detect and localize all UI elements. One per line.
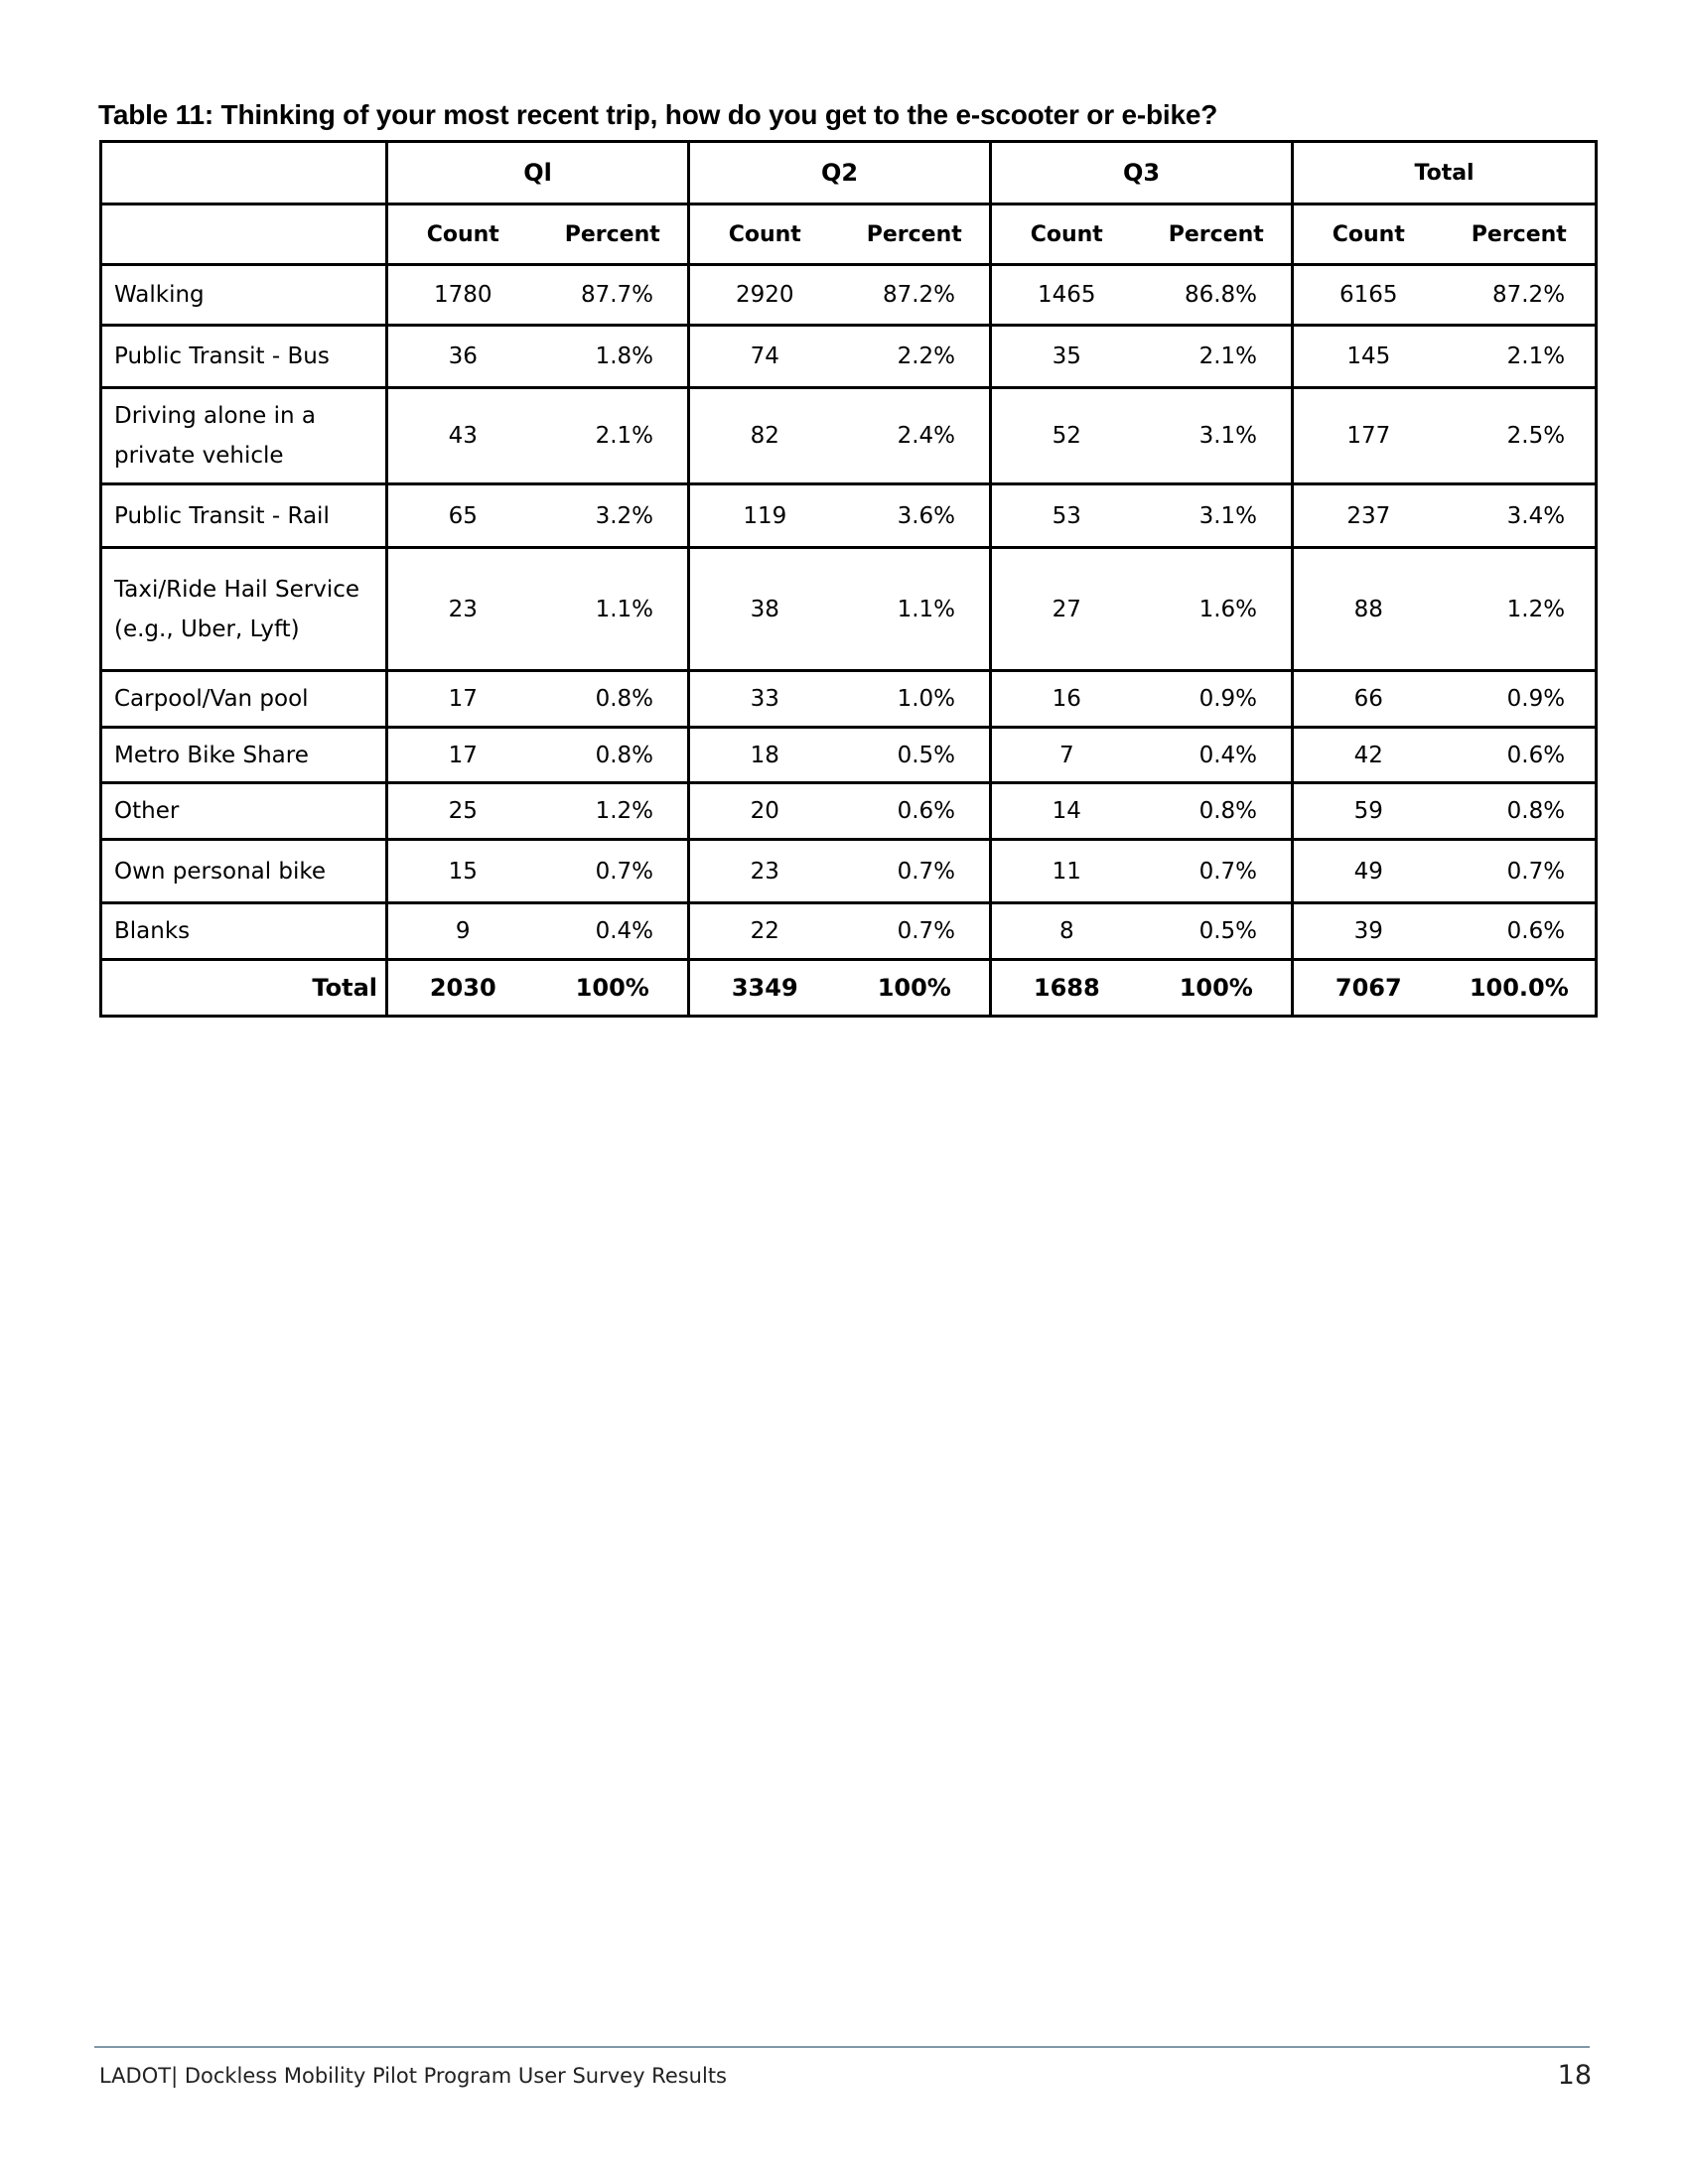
q1-count-cell: 17 [387, 671, 538, 728]
total-count-cell: 42 [1293, 728, 1444, 783]
q3-count-cell: 1465 [991, 265, 1142, 326]
q3-count-cell: 16 [991, 671, 1142, 728]
sub-header-total-percent: Percent [1444, 205, 1597, 265]
total-percent-cell: 0.7% [1444, 840, 1597, 903]
table-row [101, 548, 1597, 671]
q2-percent-cell: 0.7% [840, 903, 991, 960]
q2-count-cell: 2920 [689, 265, 840, 326]
q3-count-cell: 14 [991, 783, 1142, 840]
q1-percent-cell: 0.8% [538, 671, 689, 728]
q1-percent-cell: 1.1% [538, 548, 689, 671]
q2-percent-cell: 0.5% [840, 728, 991, 783]
q3-count-cell: 53 [991, 484, 1142, 548]
total-percent-cell: 2.1% [1444, 326, 1597, 388]
total-count-cell: 237 [1293, 484, 1444, 548]
sub-header-q3-count: Count [991, 205, 1142, 265]
q1-percent-cell: 1.8% [538, 326, 689, 388]
q3-percent-cell: 0.9% [1142, 671, 1293, 728]
total-row-label: Total [101, 960, 387, 1017]
corner-cell [101, 142, 387, 205]
q2-count-cell: 38 [689, 548, 840, 671]
footer-text: LADOT| Dockless Mobility Pilot Program User Survey Results [99, 2064, 727, 2088]
q1-percent-cell: 1.2% [538, 783, 689, 840]
table-title-prefix: Table 11: [98, 99, 213, 130]
q3-count-cell: 7 [991, 728, 1142, 783]
total-q3-percent: 100% [1142, 960, 1293, 1017]
q3-percent-cell: 0.4% [1142, 728, 1293, 783]
total-percent-cell: 87.2% [1444, 265, 1597, 326]
total-count-cell: 88 [1293, 548, 1444, 671]
table-row [101, 388, 1597, 484]
total-count-cell: 145 [1293, 326, 1444, 388]
group-header-q3: Q3 [991, 142, 1293, 205]
q2-count-cell: 18 [689, 728, 840, 783]
q1-percent-cell: 87.7% [538, 265, 689, 326]
table-row [101, 728, 1597, 783]
total-percent-cell: 1.2% [1444, 548, 1597, 671]
table-row [101, 671, 1597, 728]
total-q3-count: 1688 [991, 960, 1142, 1017]
sub-header-q1-count: Count [387, 205, 538, 265]
q3-count-cell: 8 [991, 903, 1142, 960]
page-number: 18 [1557, 2060, 1592, 2091]
q3-percent-cell: 0.8% [1142, 783, 1293, 840]
total-percent-cell: 0.9% [1444, 671, 1597, 728]
q2-percent-cell: 1.0% [840, 671, 991, 728]
footer-divider [94, 2046, 1590, 2048]
table-title [98, 99, 1217, 131]
q1-count-cell: 23 [387, 548, 538, 671]
survey-results-table [99, 140, 1598, 1018]
total-q1-count: 2030 [387, 960, 538, 1017]
row-label: Driving alone in a private vehicle [101, 388, 387, 484]
row-label: Metro Bike Share [101, 728, 387, 783]
total-q2-percent: 100% [840, 960, 991, 1017]
q2-percent-cell: 3.6% [840, 484, 991, 548]
sub-header-q2-percent: Percent [840, 205, 991, 265]
table-title-text: Thinking of your most recent trip, how do you get to the e-scooter or e-bike? [212, 99, 1218, 130]
total-percent-cell: 3.4% [1444, 484, 1597, 548]
grand-total-count: 7067 [1293, 960, 1444, 1017]
total-row [101, 960, 1597, 1017]
group-header-q2: Q2 [689, 142, 991, 205]
q3-percent-cell: 0.7% [1142, 840, 1293, 903]
q1-percent-cell: 0.8% [538, 728, 689, 783]
row-label: Own personal bike [101, 840, 387, 903]
group-header-total: Total [1293, 142, 1597, 205]
total-q2-count: 3349 [689, 960, 840, 1017]
q2-percent-cell: 87.2% [840, 265, 991, 326]
q2-percent-cell: 0.7% [840, 840, 991, 903]
sub-header-q1-percent: Percent [538, 205, 689, 265]
table-row [101, 903, 1597, 960]
row-label: Walking [101, 265, 387, 326]
total-count-cell: 49 [1293, 840, 1444, 903]
row-label: Public Transit - Rail [101, 484, 387, 548]
table-row [101, 326, 1597, 388]
row-label: Carpool/Van pool [101, 671, 387, 728]
table-row [101, 265, 1597, 326]
q1-count-cell: 17 [387, 728, 538, 783]
table-row [101, 783, 1597, 840]
q2-percent-cell: 0.6% [840, 783, 991, 840]
q2-count-cell: 82 [689, 388, 840, 484]
q3-percent-cell: 1.6% [1142, 548, 1293, 671]
q2-count-cell: 23 [689, 840, 840, 903]
q2-count-cell: 22 [689, 903, 840, 960]
q1-count-cell: 43 [387, 388, 538, 484]
q1-percent-cell: 0.7% [538, 840, 689, 903]
row-label: Public Transit - Bus [101, 326, 387, 388]
total-percent-cell: 0.8% [1444, 783, 1597, 840]
row-label: Taxi/Ride Hail Service (e.g., Uber, Lyft) [101, 548, 387, 671]
q3-count-cell: 27 [991, 548, 1142, 671]
q2-count-cell: 33 [689, 671, 840, 728]
total-count-cell: 177 [1293, 388, 1444, 484]
sub-header-label-cell [101, 205, 387, 265]
q2-count-cell: 20 [689, 783, 840, 840]
q3-percent-cell: 3.1% [1142, 484, 1293, 548]
total-percent-cell: 0.6% [1444, 728, 1597, 783]
q1-count-cell: 25 [387, 783, 538, 840]
sub-header-row [101, 205, 1597, 265]
total-count-cell: 66 [1293, 671, 1444, 728]
total-count-cell: 39 [1293, 903, 1444, 960]
q1-count-cell: 15 [387, 840, 538, 903]
q3-count-cell: 35 [991, 326, 1142, 388]
group-header-q1: Ql [387, 142, 689, 205]
grand-total-percent: 100.0% [1444, 960, 1597, 1017]
row-label: Blanks [101, 903, 387, 960]
total-count-cell: 6165 [1293, 265, 1444, 326]
q1-count-cell: 1780 [387, 265, 538, 326]
q1-percent-cell: 2.1% [538, 388, 689, 484]
q2-percent-cell: 2.4% [840, 388, 991, 484]
q1-percent-cell: 0.4% [538, 903, 689, 960]
total-count-cell: 59 [1293, 783, 1444, 840]
q2-percent-cell: 2.2% [840, 326, 991, 388]
q3-count-cell: 52 [991, 388, 1142, 484]
group-header-row [101, 142, 1597, 205]
sub-header-q2-count: Count [689, 205, 840, 265]
q1-count-cell: 36 [387, 326, 538, 388]
row-label: Other [101, 783, 387, 840]
sub-header-q3-percent: Percent [1142, 205, 1293, 265]
table-body [101, 142, 1597, 1017]
q1-count-cell: 9 [387, 903, 538, 960]
q3-percent-cell: 3.1% [1142, 388, 1293, 484]
q2-percent-cell: 1.1% [840, 548, 991, 671]
q3-percent-cell: 86.8% [1142, 265, 1293, 326]
q1-percent-cell: 3.2% [538, 484, 689, 548]
total-percent-cell: 0.6% [1444, 903, 1597, 960]
total-percent-cell: 2.5% [1444, 388, 1597, 484]
table-row [101, 840, 1597, 903]
q1-count-cell: 65 [387, 484, 538, 548]
sub-header-total-count: Count [1293, 205, 1444, 265]
table-row [101, 484, 1597, 548]
q2-count-cell: 74 [689, 326, 840, 388]
q3-percent-cell: 0.5% [1142, 903, 1293, 960]
q3-count-cell: 11 [991, 840, 1142, 903]
total-q1-percent: 100% [538, 960, 689, 1017]
q2-count-cell: 119 [689, 484, 840, 548]
q3-percent-cell: 2.1% [1142, 326, 1293, 388]
